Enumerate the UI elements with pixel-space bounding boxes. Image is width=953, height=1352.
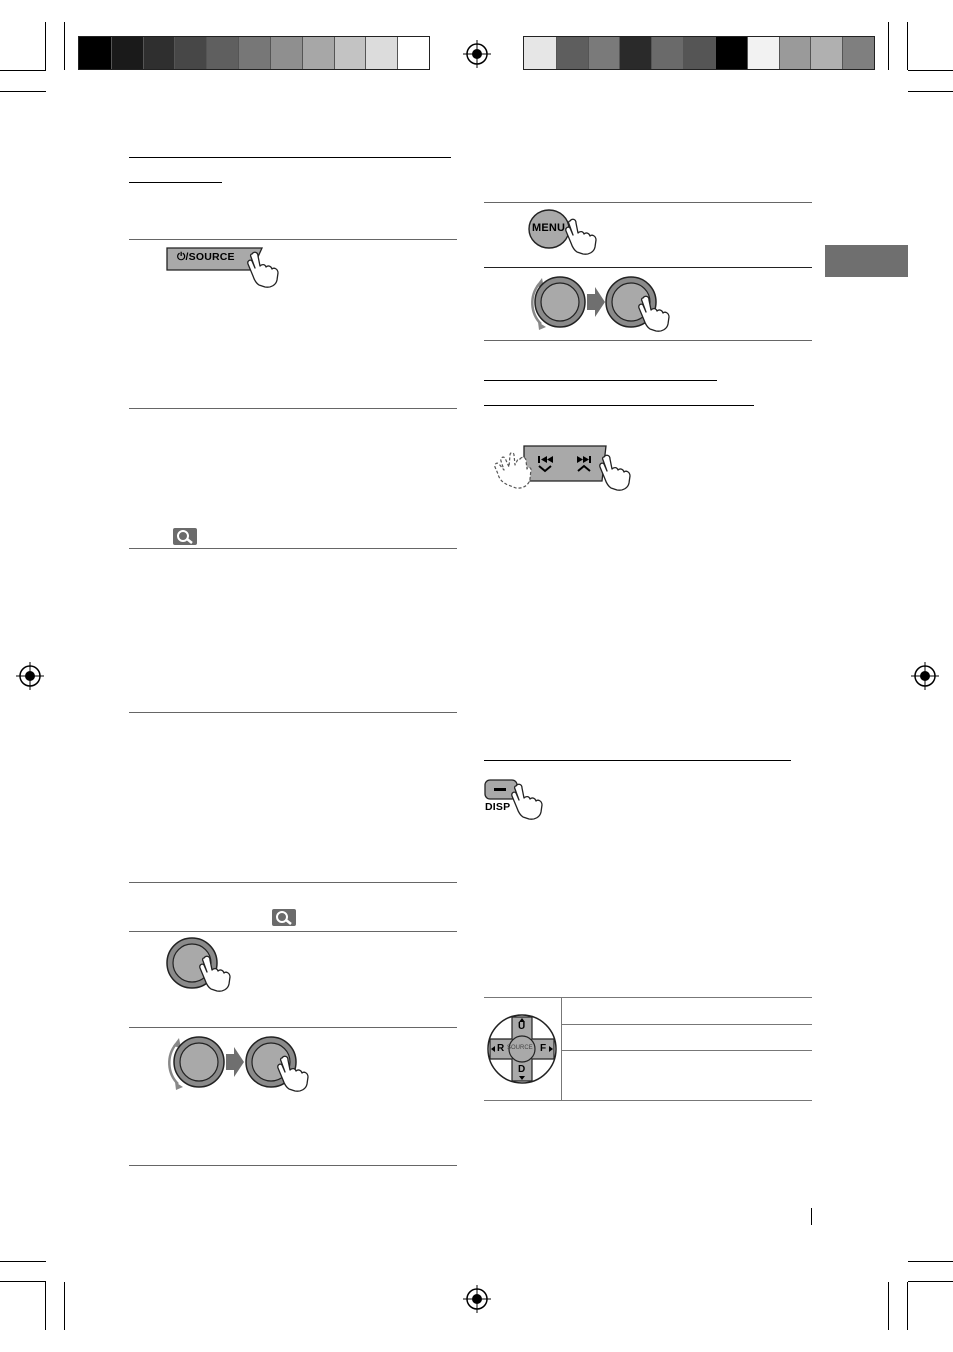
heading-underline [129,157,451,158]
hand-press-icon [508,780,554,824]
color-swatch [683,37,715,69]
color-bar-right [523,36,875,70]
table-border [561,997,562,1100]
registration-mark-icon [463,40,491,68]
section-divider [484,202,812,203]
section-divider [129,408,457,409]
control-dial-icon[interactable] [527,272,687,334]
color-swatch [397,37,429,69]
heading-underline [129,182,222,183]
section-divider [129,712,457,713]
control-pad[interactable] [486,1013,558,1085]
color-swatch [174,37,206,69]
heading-underline [484,380,717,381]
color-swatch [206,37,238,69]
control-dial-icon[interactable] [164,1032,324,1094]
section-divider [129,931,457,932]
table-border [561,1050,812,1051]
pad-up-label: U [518,1021,526,1032]
page-marker [811,1208,812,1225]
color-swatch [143,37,175,69]
hand-press-icon [562,215,608,259]
color-swatch [588,37,620,69]
table-border [561,1024,812,1025]
color-swatch [651,37,683,69]
magnifier-icon [272,909,296,926]
color-swatch [747,37,779,69]
menu-button-label: MENU [532,222,566,234]
section-divider [129,882,457,883]
section-divider [484,267,812,268]
table-border [484,997,812,998]
color-swatch [302,37,334,69]
color-bar-left [78,36,430,70]
registration-mark-icon [16,662,44,690]
table-border [484,1100,812,1101]
source-button-label: ⏻/SOURCE [177,251,235,263]
heading-underline [484,760,791,761]
section-divider [484,340,812,341]
color-swatch [238,37,270,69]
section-divider [129,1027,457,1028]
color-swatch [619,37,651,69]
pad-right-label: F [540,1043,547,1054]
color-swatch [810,37,842,69]
registration-mark-icon [463,1285,491,1313]
section-divider [129,239,457,240]
control-dial-icon[interactable] [164,936,244,996]
color-swatch [79,37,111,69]
section-divider [129,1165,457,1166]
color-swatch [842,37,874,69]
heading-underline [484,405,754,406]
color-swatch [365,37,397,69]
pad-left-label: R [497,1043,505,1054]
color-swatch [779,37,811,69]
hand-press-icon [244,248,286,290]
registration-mark-icon [911,662,939,690]
disp-button-label: DISP [485,801,511,813]
section-divider [129,548,457,549]
color-swatch [715,37,747,69]
skip-buttons-icon[interactable] [492,443,640,495]
magnifier-icon [173,528,197,545]
color-swatch [556,37,588,69]
color-swatch [524,37,556,69]
section-tab [825,245,908,277]
color-swatch [270,37,302,69]
color-swatch [334,37,366,69]
pad-down-label: D [518,1064,526,1075]
color-swatch [111,37,143,69]
pad-center-label: SOURCE [507,1045,533,1051]
